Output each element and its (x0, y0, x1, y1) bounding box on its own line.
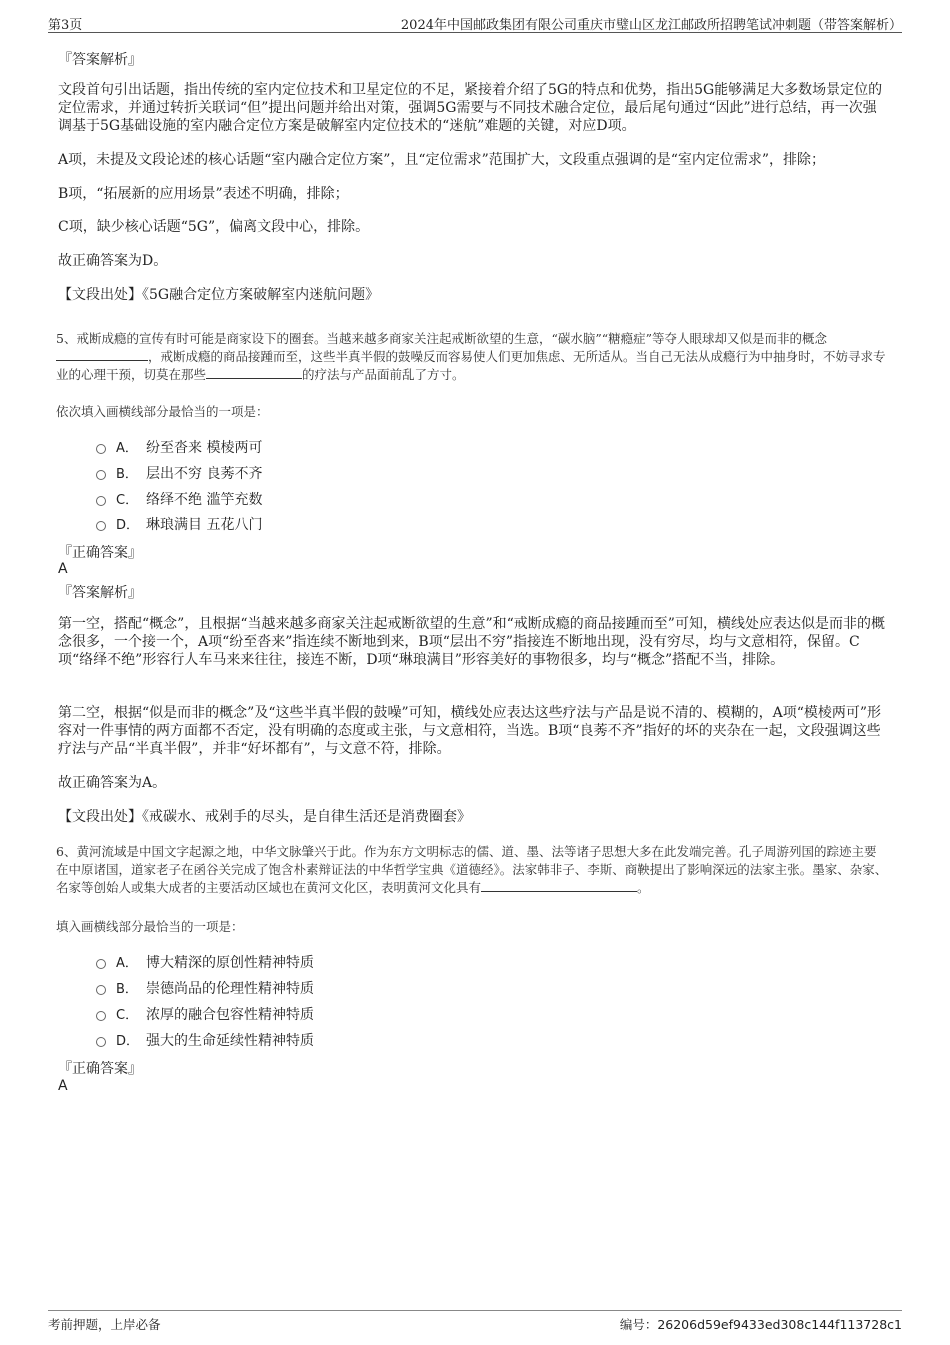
analysis-tag: 『答案解析』 (58, 52, 142, 68)
analysis-tag: 『答案解析』 (58, 585, 142, 601)
stem-text: 5、戒断成瘾的宣传有时可能是商家设下的圈套。当越来越多商家关注起戒断欲望的生意，“碳水脑”“糖瘾症”等夺人眼球却又似是而非的概念 (56, 331, 828, 346)
radio-icon[interactable] (96, 959, 106, 969)
document-id: 编号：26206d59ef9433ed308c144f113728c1 (619, 1317, 902, 1332)
stem-text: 的疗法与产品面前乱了方寸。 (302, 367, 465, 382)
option-d[interactable]: D． 琳琅满目 五花八门 (96, 514, 262, 534)
analysis-paragraph: B项，“拓展新的应用场景”表述不明确，排除； (58, 186, 349, 202)
option-c[interactable]: C． 浓厚的融合包容性精神特质 (96, 1004, 314, 1024)
question-prompt: 依次填入画横线部分最恰当的一项是： (56, 404, 269, 419)
option-text: 纷至沓来 模棱两可 (146, 440, 263, 456)
option-c[interactable]: C． 络绎不绝 滥竽充数 (96, 489, 262, 509)
correct-answer-tag: 『正确答案』 (58, 545, 142, 561)
radio-icon[interactable] (96, 985, 106, 995)
analysis-paragraph: A项，未提及文段论述的核心话题“室内融合定位方案”，且“定位需求”范围扩大，文段重点强调的是“室内定位需求”，排除； (58, 152, 826, 168)
option-text: 博大精深的原创性精神特质 (146, 955, 314, 971)
stem-text: 6、黄河流域是中国文字起源之地，中华文脉肇兴于此。作为东方文明标志的儒、道、墨、法等诸子思想大多在此发端完善。孔子周游列国的踪迹主要在中原诸国，道家老子在函谷关完成了饱含朴素辩证法的中华哲学宝典《道德经》。法家韩非子、李斯、商鞅提出了影响深远的法家主张。墨家、杂家、名家等创始人或集大成者的主要活动区域也在黄河文化区，表明黄河文化具有 (56, 844, 888, 895)
footer-slogan: 考前押题，上岸必备 (48, 1317, 161, 1332)
fill-blank (56, 348, 148, 361)
radio-icon[interactable] (96, 521, 106, 531)
option-text: 浓厚的融合包容性精神特质 (146, 1007, 314, 1023)
radio-icon[interactable] (96, 1037, 106, 1047)
option-d[interactable]: D． 强大的生命延续性精神特质 (96, 1030, 314, 1050)
radio-icon[interactable] (96, 470, 106, 480)
option-text: 层出不穷 良莠不齐 (146, 466, 263, 482)
option-text: 崇德尚品的伦理性精神特质 (146, 981, 314, 997)
radio-icon[interactable] (96, 496, 106, 506)
option-a[interactable]: A． 博大精深的原创性精神特质 (96, 952, 314, 972)
correct-answer: A (58, 1078, 68, 1094)
fill-blank (206, 366, 302, 379)
analysis-paragraph: 第二空，根据“似是而非的概念”及“这些半真半假的鼓噪”可知，横线处应表达这些疗法与产品是说不清的、模糊的，A项“模棱两可”形容对一件事情的两方面都不否定，没有明确的态度或主张，与文意相符，当选。B项“良莠不齐”指好的坏的夹杂在一起，文段强调这些疗法与产品“半真半假”，并非“好坏都有”，与文意不符，排除。 (58, 705, 882, 757)
radio-icon[interactable] (96, 1011, 106, 1021)
document-title: 2024年中国邮政集团有限公司重庆市璧山区龙江邮政所招聘笔试冲刺题（带答案解析） (400, 18, 902, 33)
source-citation: 【文段出处】《戒碳水、戒剁手的尽头，是自律生活还是消费圈套》 (58, 809, 471, 825)
correct-answer-tag: 『正确答案』 (58, 1061, 142, 1077)
option-text: 强大的生命延续性精神特质 (146, 1033, 314, 1049)
source-citation: 【文段出处】《5G融合定位方案破解室内迷航问题》 (58, 287, 380, 303)
option-a[interactable]: A． 纷至沓来 模棱两可 (96, 437, 262, 457)
question-stem (56, 330, 888, 384)
stem-text: 。 (637, 880, 650, 895)
analysis-paragraph: 文段首句引出话题，指出传统的室内定位技术和卫星定位的不足，紧接着介绍了5G的特点和优势，指出5G能够满足大多数场景定位的定位需求，并通过转折关联词“但”提出问题并给出对策，强调5G需要与不同技术融合定位，最后尾句通过“因此”进行总结，再一次强调基于5G基础设施的室内融合定位方案是破解室内定位技术的“迷航”难题的关键，对应D项。 (58, 82, 883, 134)
analysis-paragraph: 第一空，搭配“概念”，且根据“当越来越多商家关注起戒断欲望的生意”和“戒断成瘾的商品接踵而至”可知，横线处应表达似是而非的概念很多，一个接一个，A项“纷至沓来”指连续不断地到来，B项“层出不穷”指接连不断地出现，没有穷尽，均与文意相符，保留。C项“络绎不绝”形容行人车马来来往往，接连不断，D项“琳琅满目”形容美好的事物很多，均与“概念”搭配不当，排除。 (58, 616, 885, 668)
correct-answer: A (58, 561, 68, 577)
answer-conclusion: 故正确答案为D。 (58, 253, 168, 269)
option-b[interactable]: B． 层出不穷 良莠不齐 (96, 463, 262, 483)
answer-conclusion: 故正确答案为A。 (58, 775, 167, 791)
stem-text: ，戒断成瘾的商品接踵而至，这些半真半假的鼓噪反而容易使人们更加焦虑、无所适从。当自己无法从成瘾行为中抽身时，不妨寻求专业的心理干预，切莫在那些 (56, 349, 886, 382)
option-text: 络绎不绝 滥竽充数 (146, 492, 263, 508)
page-number: 第3页 (48, 18, 83, 33)
page-footer (48, 1310, 902, 1332)
page-header (48, 14, 902, 33)
option-b[interactable]: B． 崇德尚品的伦理性精神特质 (96, 978, 314, 998)
radio-icon[interactable] (96, 444, 106, 454)
question-stem (56, 843, 888, 897)
option-text: 琳琅满目 五花八门 (146, 517, 263, 533)
fill-blank (481, 879, 637, 892)
question-prompt: 填入画横线部分最恰当的一项是： (56, 919, 244, 934)
analysis-paragraph: C项，缺少核心话题“5G”，偏离文段中心，排除。 (58, 219, 370, 235)
